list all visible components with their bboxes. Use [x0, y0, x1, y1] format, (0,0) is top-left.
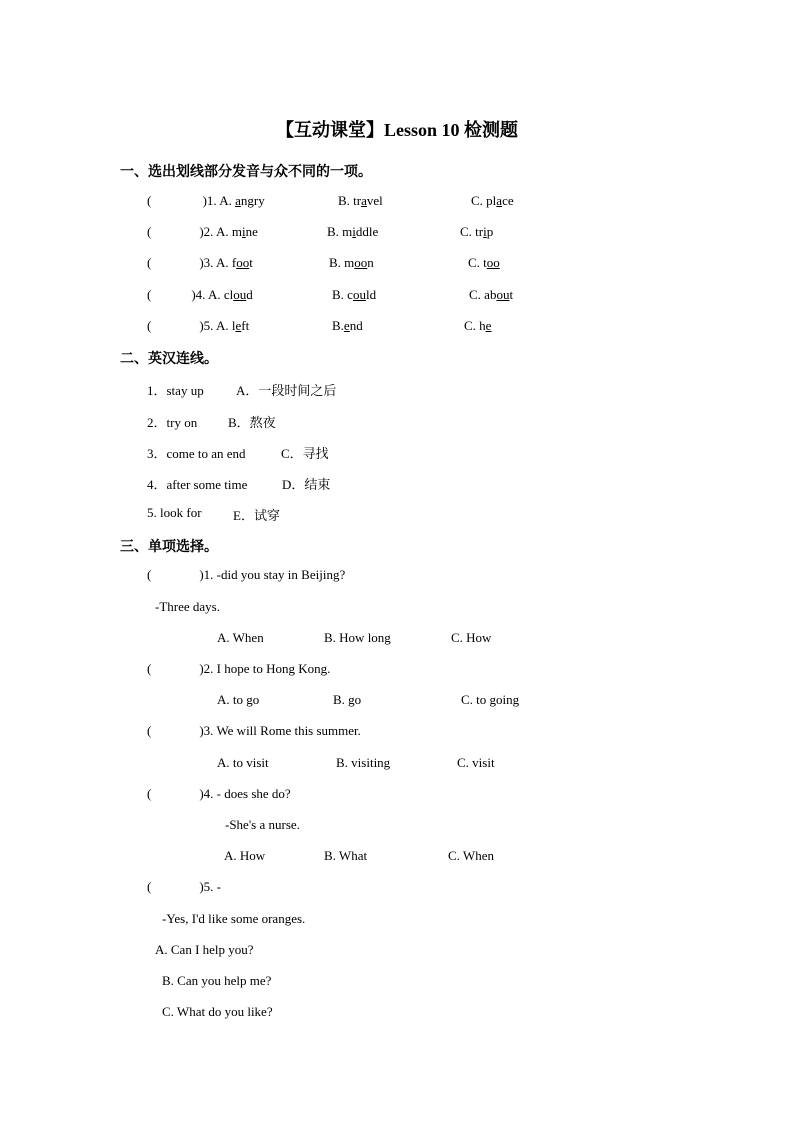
p3-q5-a: A. Can I help you? — [155, 942, 254, 957]
p3-q3-b: B. visiting — [336, 755, 391, 770]
p1-q4-b: B. could — [332, 287, 377, 302]
p3-q4-a: A. How — [224, 848, 266, 863]
p3-q5: ( )5. - — [147, 879, 222, 894]
p1-q5-b: B.end — [332, 318, 363, 333]
p1-q5-c: C. he — [464, 318, 492, 333]
p2-item-1-zh: A．一段时间之后 — [236, 383, 337, 398]
p3-q3-c: C. visit — [457, 755, 495, 770]
p2-item-5-zh: E．试穿 — [233, 508, 280, 523]
p3-q2-a: A. to go — [217, 692, 260, 707]
p1-q1-c: C. place — [471, 193, 514, 208]
p1-q2-c: C. trip — [460, 224, 494, 239]
p2-item-2-en: 2．try on — [147, 415, 198, 430]
p1-q2: ( )2. A. mine — [147, 224, 258, 239]
p2-item-3-en: 3．come to an end — [147, 446, 246, 461]
p3-q2-b: B. go — [333, 692, 362, 707]
p3-q1: ( )1. -did you stay in Beijing? — [147, 567, 346, 582]
p1-q2-b: B. middle — [327, 224, 379, 239]
p1-q1: ( )1. A. angry — [147, 193, 265, 208]
p3-q1-c: C. How — [451, 630, 492, 645]
p3-q5-answer: -Yes, I'd like some oranges. — [162, 911, 306, 926]
page-title: 【互动课堂】Lesson 10 检测题 — [275, 120, 518, 140]
p3-q5-b: B. Can you help me? — [162, 973, 272, 988]
p2-item-4-zh: D．结束 — [282, 477, 331, 492]
p2-item-5-en: 5. look for — [147, 505, 202, 520]
p3-q1-answer: -Three days. — [155, 599, 220, 614]
section-1-heading: 一、选出划线部分发音与众不同的一项。 — [120, 165, 372, 180]
p3-q4-answer: -She's a nurse. — [225, 817, 300, 832]
section-3-heading: 三、单项选择。 — [120, 540, 218, 555]
p2-item-4-en: 4．after some time — [147, 477, 248, 492]
p3-q4: ( )4. - does she do? — [147, 786, 291, 801]
p3-q5-c: C. What do you like? — [162, 1004, 273, 1019]
p3-q4-b: B. What — [324, 848, 368, 863]
p3-q1-a: A. When — [217, 630, 264, 645]
p1-q4-c: C. about — [469, 287, 514, 302]
p3-q3-a: A. to visit — [217, 755, 269, 770]
p2-item-3-zh: C．寻找 — [281, 446, 329, 461]
p3-q1-b: B. How long — [324, 630, 391, 645]
p1-q3: ( )3. A. foot — [147, 255, 253, 270]
section-2-heading: 二、英汉连线。 — [120, 352, 218, 367]
p1-q3-c: C. too — [468, 255, 500, 270]
p1-q4: ( )4. A. cloud — [147, 287, 253, 302]
p3-q3: ( )3. We will Rome this summer. — [147, 723, 361, 738]
p2-item-2-zh: B．熬夜 — [228, 415, 276, 430]
p1-q5: ( )5. A. left — [147, 318, 250, 333]
p2-item-1-en: 1．stay up — [147, 383, 204, 398]
p3-q2-c: C. to going — [461, 692, 520, 707]
paren: ( — [147, 193, 152, 208]
p1-q1-b: B. travel — [338, 193, 383, 208]
p3-q4-c: C. When — [448, 848, 494, 863]
p1-q3-b: B. moon — [329, 255, 374, 270]
p3-q2: ( )2. I hope to Hong Kong. — [147, 661, 331, 676]
